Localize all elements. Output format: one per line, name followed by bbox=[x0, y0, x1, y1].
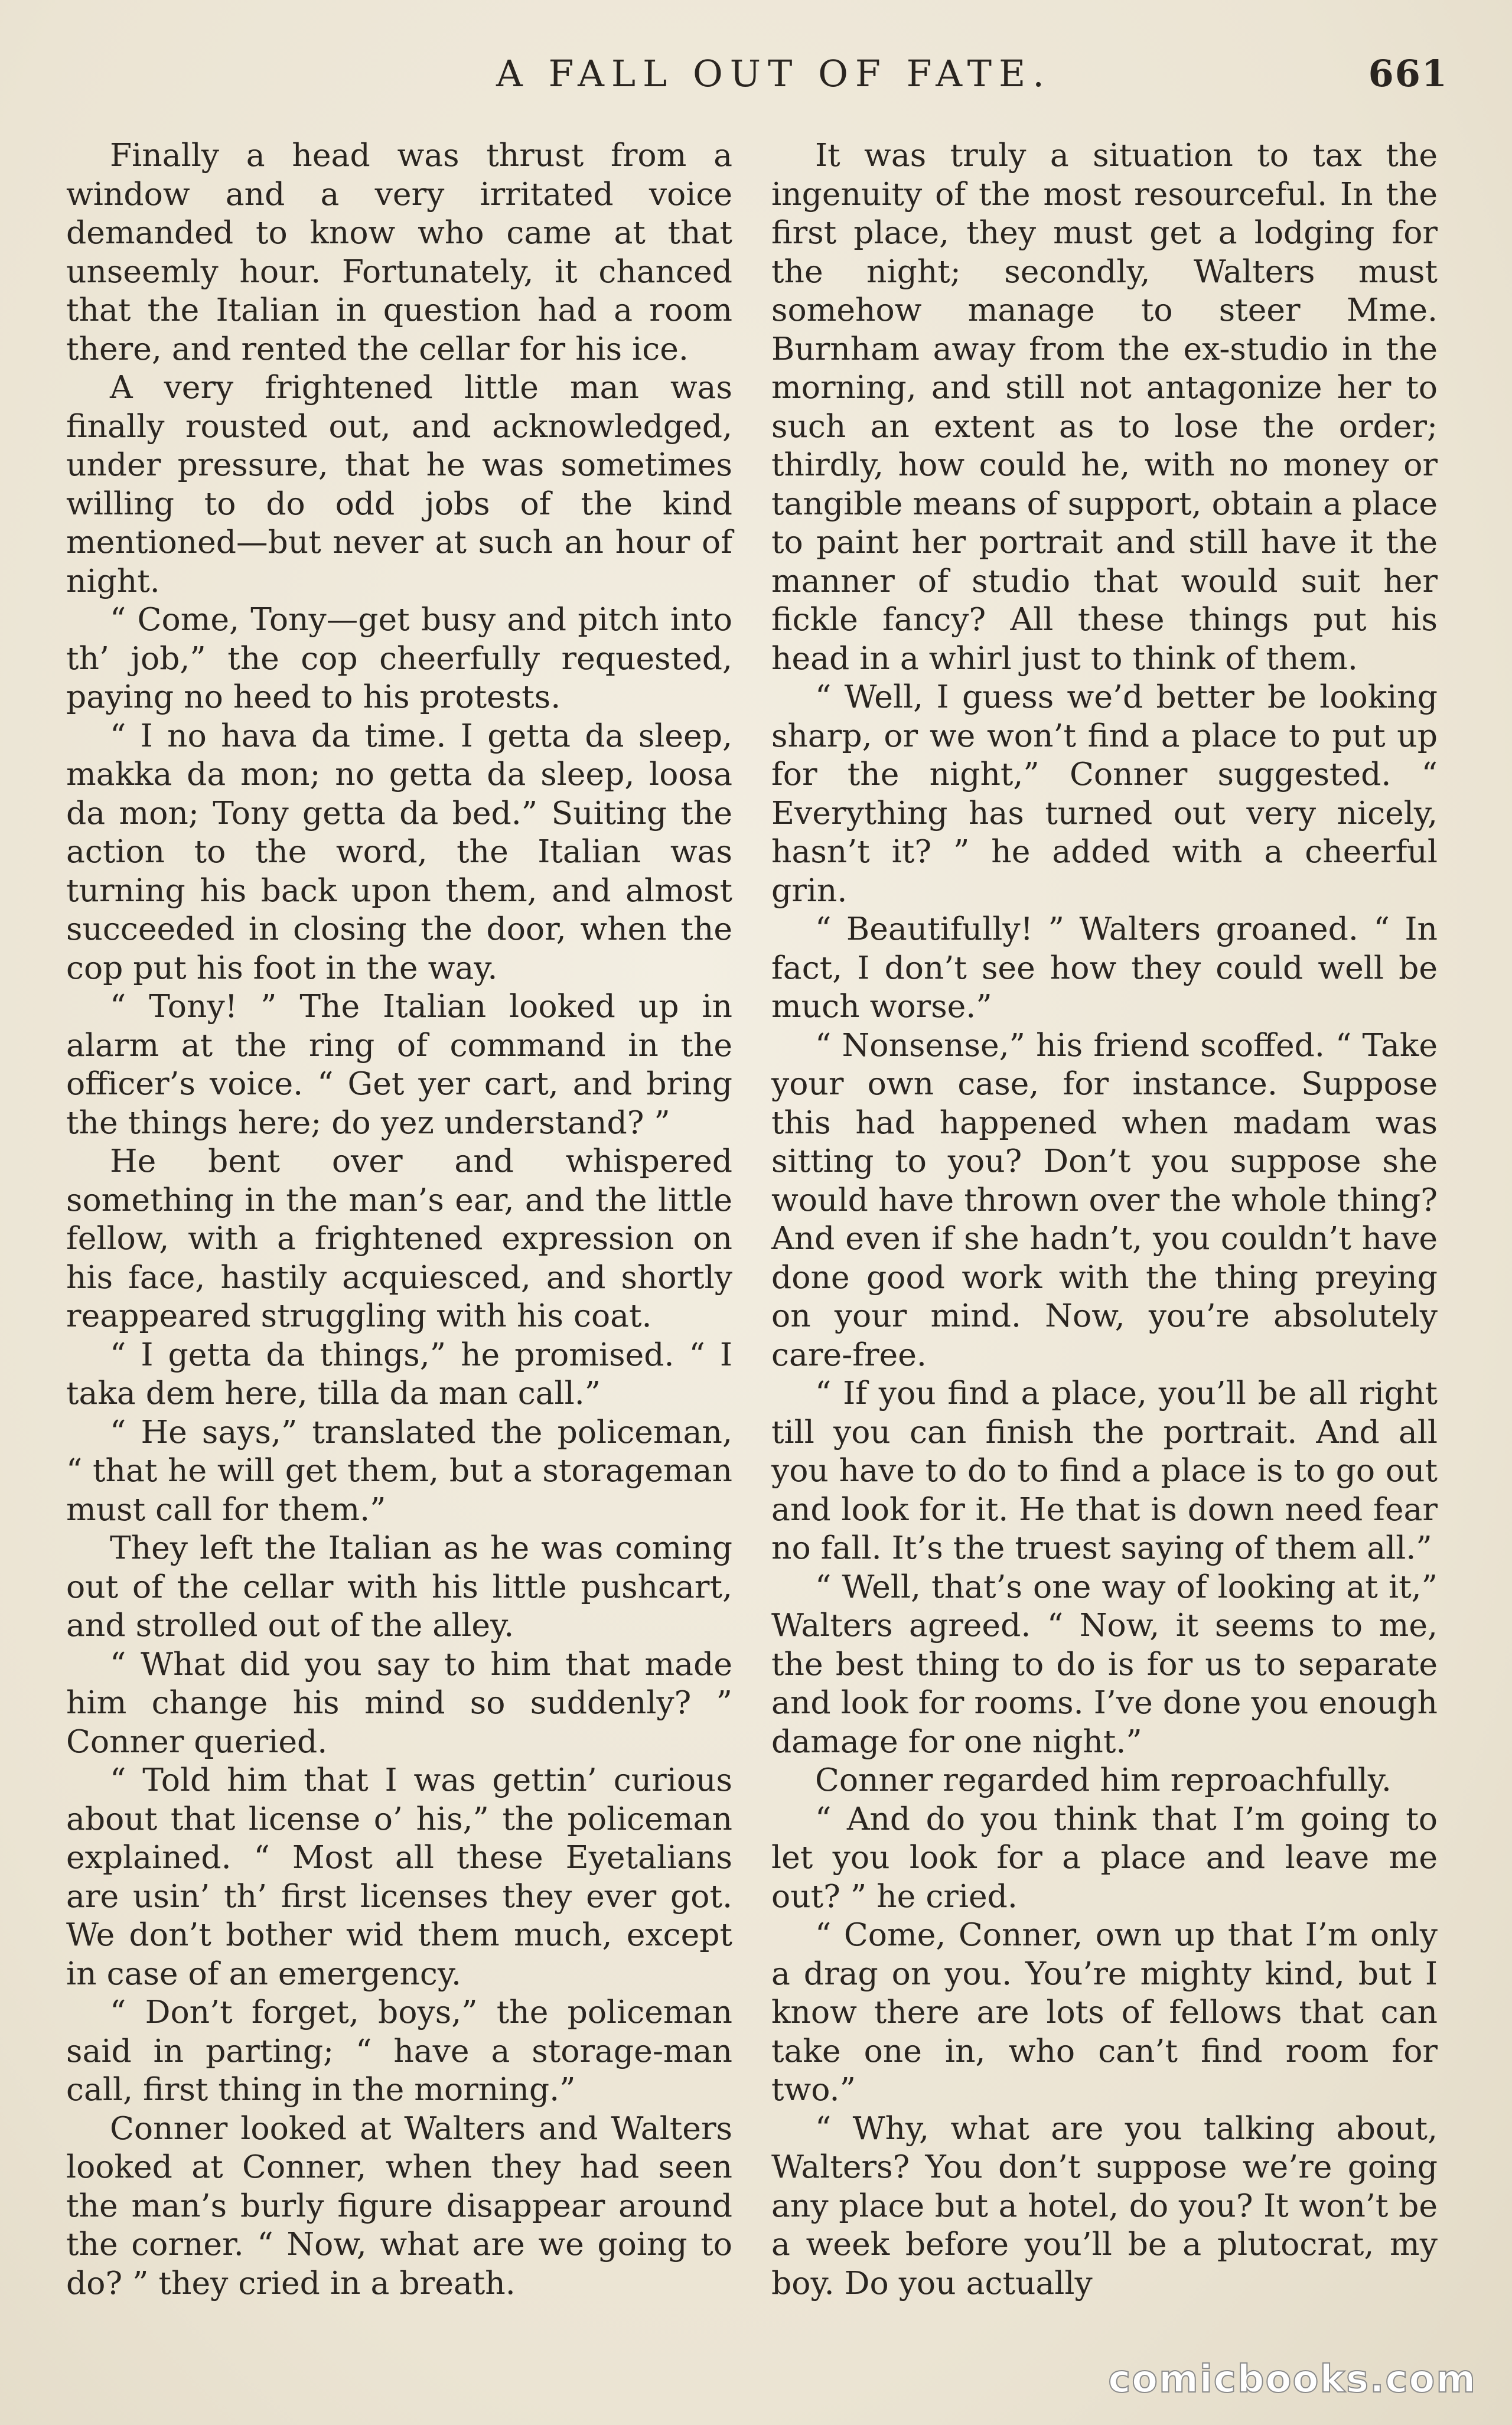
paragraph: “ Tony! ” The Italian looked up in alarm at the ring of command in the officer’s voice. “ Get yer cart, and bring the things here; do yez understand? ” bbox=[66, 987, 732, 1141]
left-column bbox=[66, 136, 732, 2302]
paragraph: Conner looked at Walters and Walters looked at Conner, when they had seen the man’s burly figure disappear around the corner. “ Now, what are we going to do? ” they cried in a breath. bbox=[66, 2109, 732, 2302]
paragraph: “ He says,” translated the policeman, “ that he will get them, but a storageman must call for them.” bbox=[66, 1413, 732, 1528]
paragraph: “ Well, I guess we’d better be looking sharp, or we won’t find a place to put up for the night,” Conner suggested. “ Everything has turned out very nicely, hasn’t it? ” he added with a cheerful grin. bbox=[771, 678, 1438, 909]
paragraph: “ Beautifully! ” Walters groaned. “ In fact, I don’t see how they could well be much worse.” bbox=[771, 910, 1438, 1025]
running-title: A FALL OUT OF FATE. bbox=[496, 52, 1051, 95]
paragraph: “ Why, what are you talking about, Walters? You don’t suppose we’re going any place but a hotel, do you? It won’t be a week before you’ll be a plutocrat, my boy. Do you actually bbox=[771, 2109, 1438, 2302]
paragraph: He bent over and whispered something in the man’s ear, and the little fellow, with a frightened expression on his face, hastily acquiesced, and shortly reappeared struggling with his coat. bbox=[66, 1142, 732, 1334]
page-header bbox=[0, 52, 1512, 105]
paragraph: “ Well, that’s one way of looking at it,” Walters agreed. “ Now, it seems to me, the best thing to do is for us to separate and look for rooms. I’ve done you enough damage for one night.” bbox=[771, 1567, 1438, 1760]
paragraph: A very frightened little man was finally rousted out, and acknowledged, under pressure, that he was sometimes willing to do odd jobs of the kind mentioned—but never at such an hour of night. bbox=[66, 369, 732, 599]
paragraph: Finally a head was thrust from a window and a very irritated voice demanded to know who came at that unseemly hour. Fortunately, it chanced that the Italian in question had a room there, and rented the cellar for his ice. bbox=[66, 136, 732, 367]
paragraph: “ If you find a place, you’ll be all right till you can finish the portrait. And all you have to do to find a place is to go out and look for it. He that is down need fear no fall. It’s the truest saying of them all.” bbox=[771, 1374, 1438, 1566]
paragraph: “ Come, Tony—get busy and pitch into th’ job,” the cop cheerfully requested, paying no heed to his protests. bbox=[66, 601, 732, 715]
right-column bbox=[771, 136, 1438, 2302]
paragraph: “ Come, Conner, own up that I’m only a drag on you. You’re mighty kind, but I know there are lots of fellows that can take one in, who can’t find room for two.” bbox=[771, 1916, 1438, 2108]
paragraph: “ Told him that I was gettin’ curious about that license o’ his,” the policeman explained. “ Most all these Eyetalians are usin’ th’ first licenses they ever got. We don’t bother wid them much, except in case of an emergency. bbox=[66, 1761, 732, 1992]
source-watermark: comicbooks.com bbox=[1108, 2358, 1477, 2401]
paragraph: “ I getta da things,” he promised. “ I taka dem here, tilla da man call.” bbox=[66, 1335, 732, 1412]
paragraph: They left the Italian as he was coming out of the cellar with his little pushcart, and strolled out of the alley. bbox=[66, 1529, 732, 1644]
paragraph: “ I no hava da time. I getta da sleep, makka da mon; no getta da sleep, loosa da mon; Tony getta da bed.” Suiting the action to the word, the Italian was turning his back upon them, and almost succeeded in closing the door, when the cop put his foot in the way. bbox=[66, 716, 732, 986]
paragraph: “ Don’t forget, boys,” the policeman said in parting; “ have a storage-man call, first thing in the morning.” bbox=[66, 1993, 732, 2108]
paragraph: Conner regarded him reproachfully. bbox=[815, 1761, 1392, 1798]
paragraph: “ What did you say to him that made him change his mind so suddenly? ” Conner queried. bbox=[66, 1645, 732, 1760]
paragraph: It was truly a situation to tax the ingenuity of the most resourceful. In the first place, they must get a lodging for the night; secondly, Walters must somehow manage to steer Mme. Burnham away from the ex-studio in the morning, and still not antagonize her to such an extent as to lose the order; thirdly, how could he, with no money or tangible means of support, obtain a place to paint her portrait and still have it the manner of studio that would suit her fickle fancy? All these things put his head in a whirl just to think of them. bbox=[771, 136, 1438, 677]
paragraph: “ Nonsense,” his friend scoffed. “ Take your own case, for instance. Suppose this had happened when madam was sitting to you? Don’t you suppose she would have thrown over the whole thing? And even if she hadn’t, you couldn’t have done good work with the thing preying on your mind. Now, you’re absolutely care-free. bbox=[771, 1026, 1438, 1373]
page-number: 661 bbox=[1368, 52, 1448, 95]
paragraph: “ And do you think that I’m going to let you look for a place and leave me out? ” he cried. bbox=[771, 1800, 1438, 1915]
